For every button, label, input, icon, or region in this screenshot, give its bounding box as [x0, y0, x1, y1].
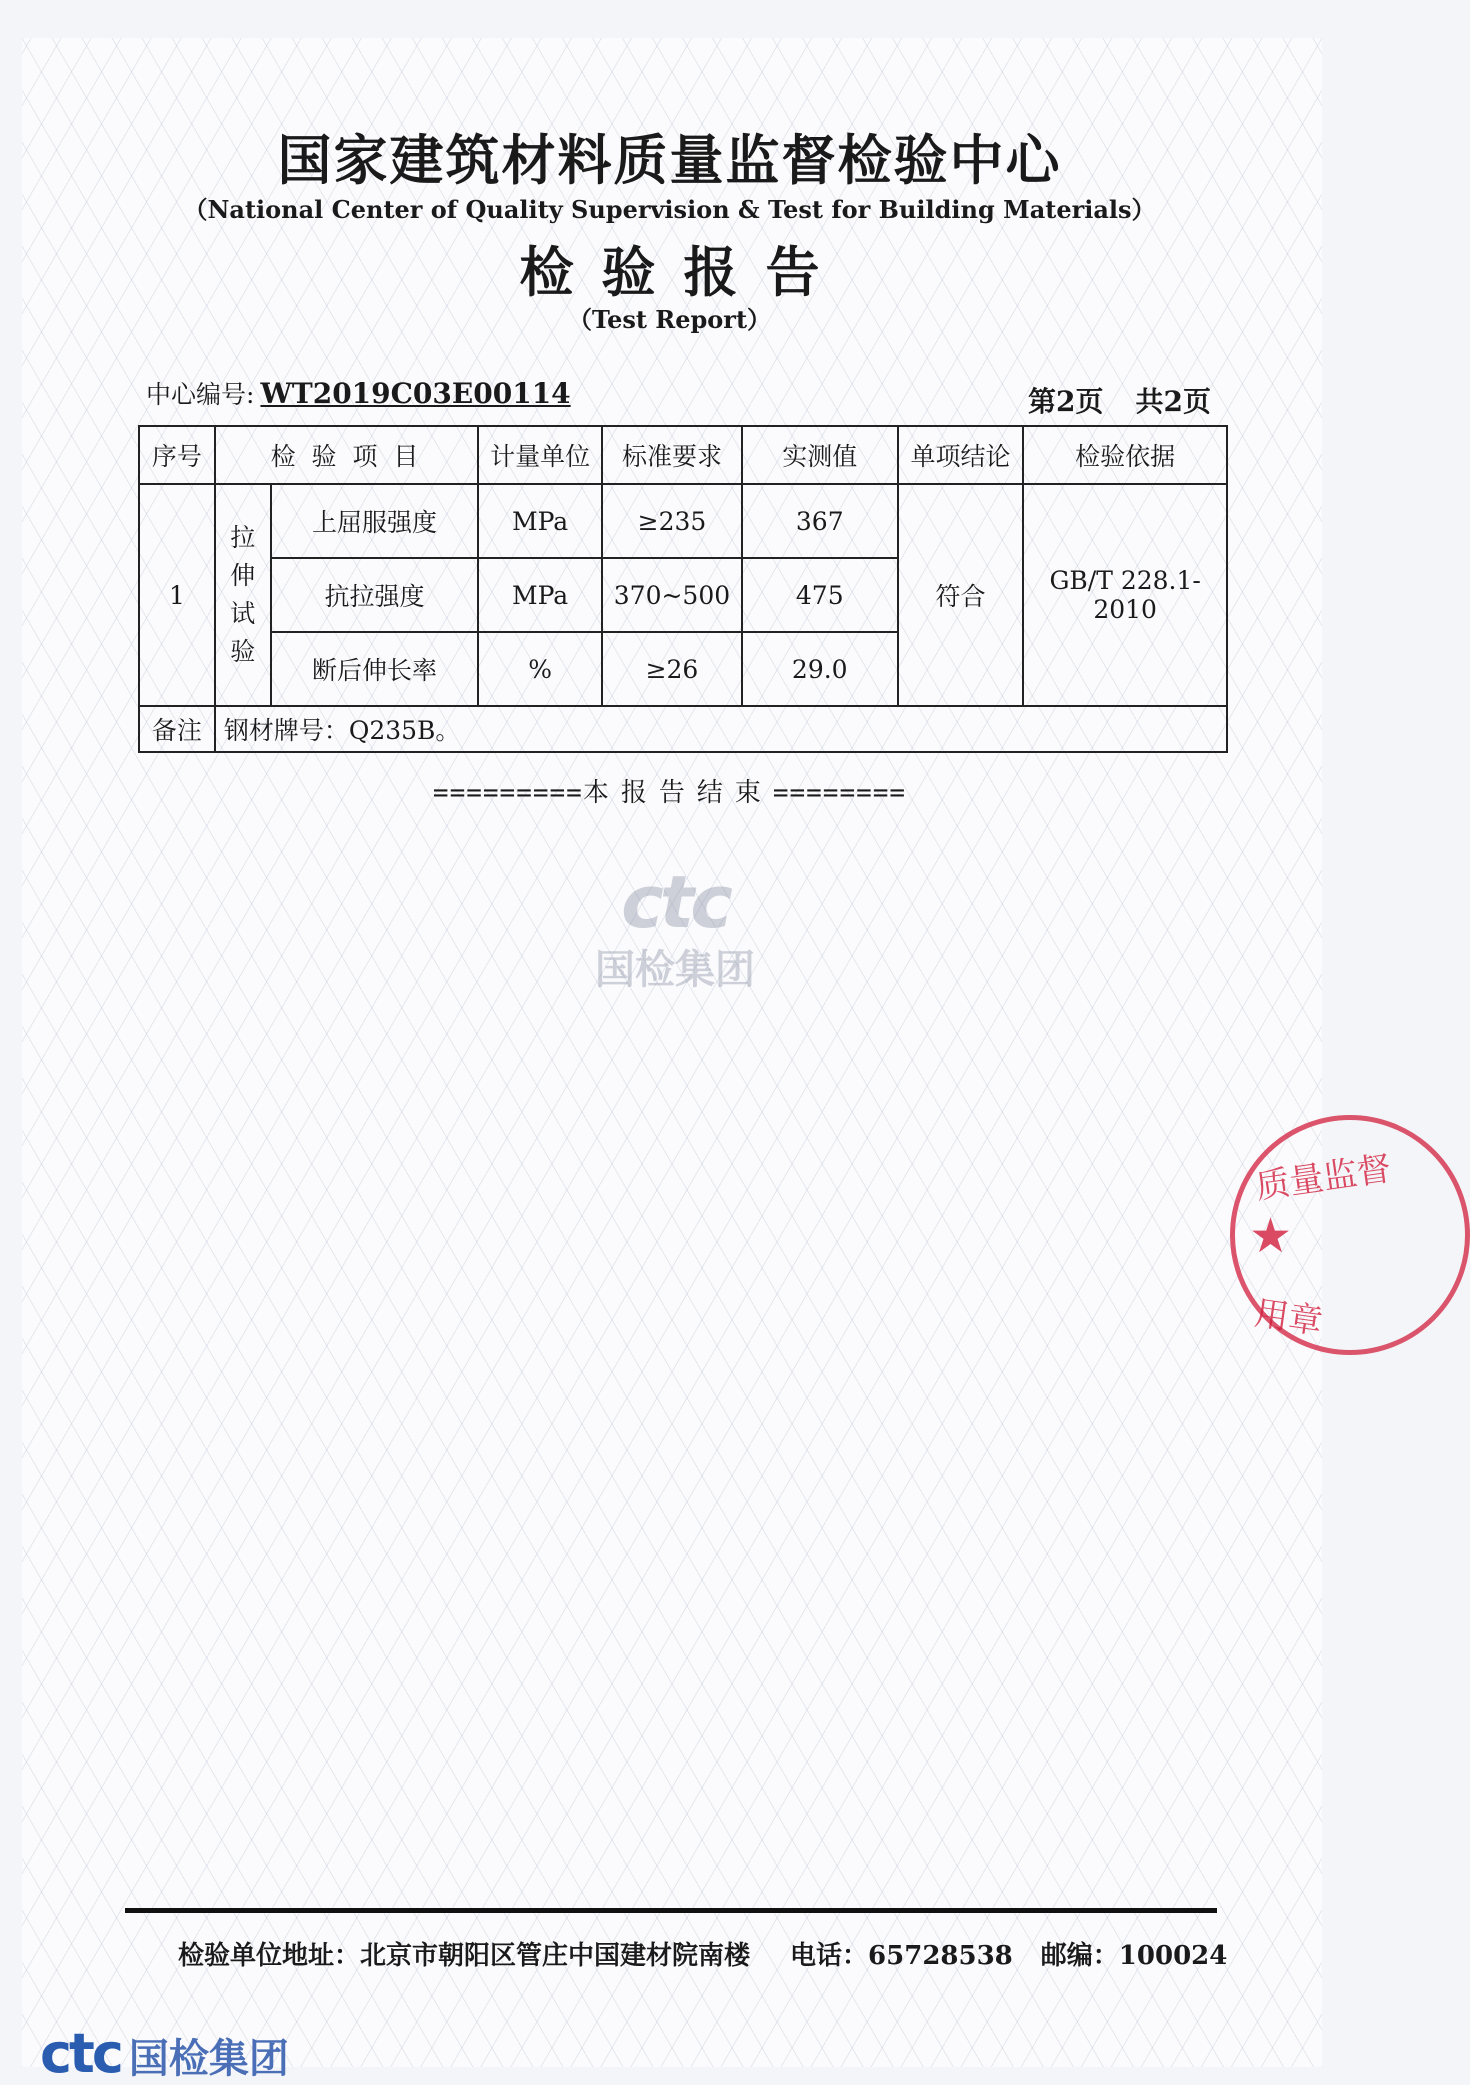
seal-text-top: 质量监督 [1253, 1148, 1394, 1208]
test-results-table [138, 425, 1228, 753]
item-measured: 367 [742, 484, 898, 558]
header-requirement: 标准要求 [602, 426, 742, 484]
header-measured: 实测值 [742, 426, 898, 484]
remark-label: 备注 [139, 706, 215, 752]
table-row [139, 484, 1227, 558]
header-no: 序号 [139, 426, 215, 484]
item-name: 抗拉强度 [271, 558, 478, 632]
item-unit: MPa [478, 484, 602, 558]
group-category [215, 484, 271, 706]
end-dashes-left: ========= [432, 778, 583, 808]
remark-row [139, 706, 1227, 752]
item-requirement: 370~500 [602, 558, 742, 632]
phone-value: 65728538 [868, 1941, 1013, 1971]
ctc-logo-icon: ctc [40, 2022, 121, 2085]
footer-contact [178, 1935, 1227, 1972]
address-label: 检验单位地址： [178, 1941, 361, 1971]
item-name: 断后伸长率 [271, 632, 478, 706]
report-title-en: （Test Report） [567, 305, 772, 334]
page-current: 第2页 [1028, 385, 1104, 418]
seal-text-bottom: 用章 [1252, 1293, 1325, 1343]
address-value: 北京市朝阳区管庄中国建材院南楼 [360, 1941, 751, 1971]
header-basis: 检验依据 [1023, 426, 1227, 484]
end-dashes-right: ======== [772, 778, 907, 808]
group-conclusion: 符合 [898, 484, 1024, 706]
report-code-label: 中心编号: [146, 380, 255, 409]
postcode-label: 邮编： [1040, 1941, 1119, 1971]
organization-title-en: （National Center of Quality Supervision & Test for Building Materials） [183, 195, 1156, 224]
watermark-text: 国检集团 [595, 947, 755, 993]
item-unit: % [478, 632, 602, 706]
group-category-text: 拉伸试验 [230, 523, 256, 666]
report-end-marker [0, 772, 1339, 809]
footer-divider [125, 1908, 1217, 1913]
ctc-watermark [565, 860, 785, 995]
group-no: 1 [139, 484, 215, 706]
item-name: 上屈服强度 [271, 484, 478, 558]
header-conclusion: 单项结论 [898, 426, 1024, 484]
end-text: 本报告结束 [582, 778, 773, 808]
red-seal-stamp [1230, 1115, 1470, 1355]
group-basis: GB/T 228.1-2010 [1023, 484, 1227, 706]
document-page [22, 38, 1322, 2067]
ctc-brand-logo [40, 2022, 289, 2085]
report-title-cn: 检验报告 [519, 240, 848, 304]
item-measured: 29.0 [742, 632, 898, 706]
item-requirement: ≥235 [602, 484, 742, 558]
remark-value: 钢材牌号：Q235B。 [215, 706, 1227, 752]
report-code-value: WT2019C03E00114 [260, 377, 571, 410]
page-indicator [1028, 380, 1211, 420]
table-header-row [139, 426, 1227, 484]
item-unit: MPa [478, 558, 602, 632]
seal-star-icon: ★ [1249, 1208, 1293, 1264]
page-total: 共2页 [1135, 385, 1211, 418]
brand-name: 国检集团 [128, 2036, 289, 2082]
watermark-logo-icon: ctc [621, 860, 729, 944]
item-requirement: ≥26 [602, 632, 742, 706]
phone-label: 电话： [790, 1941, 869, 1971]
report-code [146, 375, 571, 411]
header-unit: 计量单位 [478, 426, 602, 484]
postcode-value: 100024 [1118, 1941, 1228, 1971]
header-item: 检 验 项 目 [215, 426, 478, 484]
item-measured: 475 [742, 558, 898, 632]
organization-title-cn: 国家建筑材料质量监督检验中心 [277, 128, 1062, 192]
